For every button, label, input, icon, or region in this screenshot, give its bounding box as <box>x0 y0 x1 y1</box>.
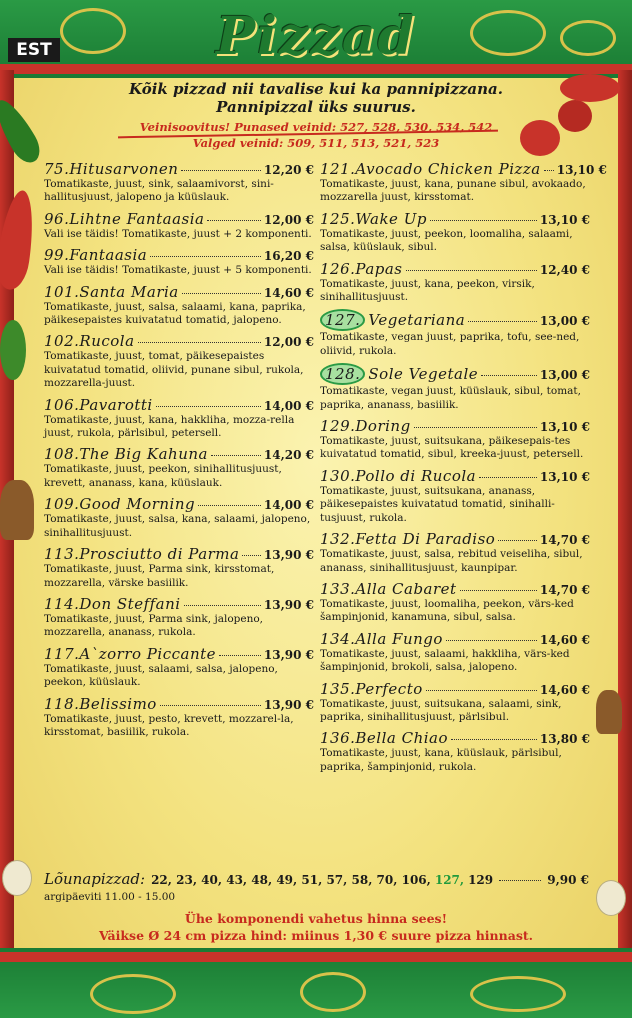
dot-leader <box>207 220 260 221</box>
menu-item-name: 133.Alla Cabaret <box>320 579 457 598</box>
menu-item <box>44 645 314 690</box>
menu-item <box>44 695 314 740</box>
intro-text <box>0 80 632 116</box>
menu-item-name: Sole Vegetale <box>368 365 479 384</box>
dot-leader <box>150 256 261 257</box>
menu-item-price: 14,00 € <box>263 498 314 513</box>
wine-red-recommendation: Veinisoovitus! Punased veinid: 527, 528, 530, 534, 542 <box>139 120 493 134</box>
dot-leader <box>499 880 541 881</box>
menu-item-description: Tomatikaste, juust, peekon, loomaliha, salaami, salsa, küüslauk, sibul. <box>320 227 573 254</box>
menu-item-price: 13,90 € <box>263 597 314 612</box>
menu-item-description: Tomatikaste, juust, suitsukana, ananass, päikesepaistes kuivatatud tomatid, sinihalli-tusjuust, rukola. <box>320 484 555 524</box>
dot-leader <box>498 540 537 541</box>
menu-item <box>320 260 590 305</box>
menu-item-header <box>44 695 314 713</box>
menu-item-price: 13,10 € <box>539 212 590 227</box>
menu-item-name: 118.Belissimo <box>44 694 157 713</box>
menu-item-description: Tomatikaste, juust, Parma sink, jalopeno, mozzarella, ananass, rukola. <box>44 612 264 639</box>
menu-item-description: Tomatikaste, vegan juust, paprika, tofu, see-ned, oliivid, rukola. <box>320 331 580 357</box>
menu-item-header <box>44 495 314 513</box>
menu-item-name: 117.A`zorro Piccante <box>44 644 217 663</box>
menu-item-description: Vali ise täidis! Tomatikaste, juust + 5 komponenti. <box>44 264 312 277</box>
dot-leader <box>468 321 537 322</box>
menu-item-header <box>320 309 590 331</box>
dot-leader <box>451 739 537 740</box>
vegan-item-number: 128. <box>320 363 365 385</box>
menu-item-header <box>44 595 314 613</box>
menu-item-name: 136.Bella Chiao <box>320 729 449 748</box>
menu-item-header <box>44 246 314 264</box>
menu-item-name: 132.Fetta Di Paradiso <box>320 530 496 549</box>
menu-item-header <box>320 530 590 548</box>
menu-item-name: 99.Fantaasia <box>44 246 148 265</box>
menu-item <box>320 309 590 358</box>
dot-leader <box>219 655 261 656</box>
menu-item-header <box>320 680 590 698</box>
menu-item <box>320 729 590 774</box>
menu-item-header <box>44 332 314 350</box>
menu-item <box>320 363 590 412</box>
menu-item-description: Vali ise täidis! Tomatikaste, juust + 2 komponenti. <box>44 227 312 240</box>
menu-item-description: Tomatikaste, juust, Parma sink, kirsstomat, mozzarella, värske basiilik. <box>44 563 275 589</box>
menu-item-description: Tomatikaste, juust, salsa, kana, salaami, jalopeno, sinihallitusjuust. <box>44 513 311 539</box>
menu-item-price: 16,20 € <box>263 249 314 264</box>
menu-item-header <box>320 260 590 278</box>
lunch-number-tail: 129 <box>468 873 494 887</box>
menu-item-header <box>44 210 314 228</box>
menu-item-header <box>44 445 314 463</box>
menu-item-price: 13,00 € <box>539 368 590 383</box>
menu-item <box>320 580 590 625</box>
lunch-number-highlight: 127, <box>434 873 465 887</box>
menu-item-header <box>320 160 607 178</box>
dot-leader <box>481 375 537 376</box>
dot-leader <box>160 705 261 706</box>
menu-item-description: Tomatikaste, juust, pesto, krevett, mozzarel-la, kirsstomat, basiilik, rukola. <box>44 712 294 738</box>
menu-item-description: Tomatikaste, juust, kana, hakkliha, mozza-rella juust, rukola, pärlsibul, petersell. <box>44 413 295 440</box>
menu-item-description: Tomatikaste, juust, kana, peekon, virsik, sinihallitusjuust. <box>320 277 535 304</box>
menu-item-header <box>320 363 590 385</box>
menu-item-description: Tomatikaste, juust, kana, punane sibul, avokaado, mozzarella juust, kirsstomat. <box>320 178 586 204</box>
menu-item <box>320 160 607 205</box>
dot-leader <box>182 293 261 294</box>
menu-item-price: 13,90 € <box>263 548 314 563</box>
menu-item-header <box>44 645 314 663</box>
dot-leader <box>430 220 537 221</box>
menu-item-name: 96.Lihtne Fantaasia <box>44 209 205 228</box>
dot-leader <box>479 477 537 478</box>
menu-item-name: 75.Hitusarvonen <box>44 160 179 178</box>
menu-item <box>320 630 590 675</box>
dot-leader <box>198 505 261 506</box>
intro-line-2: Pannipizzal üks suurus. <box>216 98 416 116</box>
menu-item-price: 14,70 € <box>539 533 590 548</box>
menu-item <box>320 210 590 255</box>
right-menu-column <box>320 160 607 779</box>
menu-item <box>44 495 314 540</box>
menu-item <box>320 680 590 725</box>
menu-item-price: 13,10 € <box>539 420 590 435</box>
menu-item-name: 135.Perfecto <box>320 679 423 698</box>
lunch-time: argipäeviti 11.00 - 15.00 <box>44 891 176 903</box>
dot-leader <box>406 270 537 271</box>
menu-item-header <box>320 210 590 228</box>
mushroom-icon <box>0 480 34 540</box>
menu-item-price: 12,00 € <box>263 212 314 227</box>
menu-item-price: 14,60 € <box>539 682 590 697</box>
dot-leader <box>544 170 554 171</box>
menu-item-description: Tomatikaste, juust, loomaliha, peekon, värs-ked šampinjonid, kanamuna, sibul, salsa. <box>320 597 574 624</box>
menu-item-name: 129.Doring <box>320 417 411 436</box>
menu-item-name: 130.Pollo di Rucola <box>320 466 477 485</box>
menu-item-price: 13,10 € <box>556 163 607 177</box>
dot-leader <box>446 640 537 641</box>
menu-item <box>44 246 314 277</box>
lunch-label: Lõunapizzad: <box>44 870 146 888</box>
menu-item-price: 13,90 € <box>263 647 314 662</box>
page-title: Pizzad <box>216 6 416 67</box>
menu-item-header <box>44 283 314 301</box>
menu-item-name: 125.Wake Up <box>320 209 427 228</box>
basil-icon <box>0 320 26 380</box>
menu-item-description: Tomatikaste, juust, tomat, päikesepaistes kuivatatud tomatid, oliivid, punane sibul, rukola, mozzarella-juust. <box>44 350 304 390</box>
language-badge: EST <box>8 38 60 62</box>
footer-note-2: Väikse Ø 24 cm pizza hind: miinus 1,30 € suure pizza hinnast. <box>99 928 533 943</box>
menu-item <box>44 160 314 205</box>
menu-item-description: Tomatikaste, juust, peekon, sinihallitusjuust, krevett, ananass, kana, küüslauk. <box>44 463 282 489</box>
menu-item-price: 14,00 € <box>263 398 314 413</box>
menu-item-price: 14,20 € <box>263 448 314 463</box>
garlic-icon <box>2 860 32 896</box>
menu-item-description: Tomatikaste, juust, salaami, hakkliha, värs-ked šampinjonid, brokoli, salsa, jalopeno. <box>320 647 570 674</box>
menu-item-description: Tomatikaste, juust, salaami, salsa, jalopeno, peekon, küüslauk. <box>44 662 278 689</box>
intro-line-1: Kõik pizzad nii tavalise kui ka pannipizzana. <box>129 80 503 98</box>
menu-item-description: Tomatikaste, juust, suitsukana, päikesepais-tes kuivatatud tomatid, sibul, kreeka-juust, petersell. <box>320 435 584 461</box>
menu-item-name: 114.Don Steffani <box>44 594 181 613</box>
menu-item <box>44 210 314 241</box>
menu-item <box>44 545 314 590</box>
menu-item-name: 108.The Big Kahuna <box>44 445 208 464</box>
dot-leader <box>138 342 261 343</box>
menu-item-price: 12,40 € <box>539 262 590 277</box>
menu-item-price: 12,20 € <box>263 163 314 177</box>
menu-item <box>320 530 590 575</box>
menu-item <box>320 467 590 525</box>
menu-item-price: 13,90 € <box>263 697 314 712</box>
menu-item-description: Tomatikaste, juust, salsa, rebitud veiseliha, sibul, ananass, sinihallitusjuust, kaunpipar. <box>320 548 583 574</box>
menu-item <box>44 595 314 640</box>
menu-item-header <box>320 417 590 435</box>
menu-item-price: 14,60 € <box>539 632 590 647</box>
wine-white-recommendation: Valged veinid: 509, 511, 513, 521, 523 <box>192 136 440 150</box>
menu-item-price: 13,10 € <box>539 469 590 484</box>
menu-item-price: 14,60 € <box>263 285 314 300</box>
menu-item-price: 14,70 € <box>539 582 590 597</box>
dot-leader <box>460 590 537 591</box>
menu-item <box>44 396 314 441</box>
dot-leader <box>242 555 260 556</box>
lunch-price: 9,90 € <box>547 873 589 887</box>
menu-item-header <box>320 580 590 598</box>
menu-item-description: Tomatikaste, vegan juust, küüslauk, sibul, tomat, paprika, ananass, basiilik. <box>320 385 581 411</box>
dot-leader <box>156 406 261 407</box>
menu-item-description: Tomatikaste, juust, sink, salaamivorst, sini-hallitusjuust, jalopeno ja küüslauk. <box>44 178 274 204</box>
dot-leader <box>211 455 261 456</box>
menu-item <box>320 417 590 462</box>
lunch-numbers: 22, 23, 40, 43, 48, 49, 51, 57, 58, 70, 106, <box>151 873 431 887</box>
lunch-pizzas <box>44 870 589 888</box>
menu-item-name: 121.Avocado Chicken Pizza <box>320 160 541 178</box>
menu-item-name: 134.Alla Fungo <box>320 629 443 648</box>
right-border <box>618 70 632 956</box>
footer-note-1: Ühe komponendi vahetus hinna sees! <box>184 911 448 926</box>
menu-item-header <box>44 396 314 414</box>
menu-item-name: 126.Papas <box>320 259 403 278</box>
menu-item-name: 106.Pavarotti <box>44 395 153 414</box>
mushroom-icon <box>596 690 622 734</box>
menu-item-header <box>320 729 590 747</box>
left-menu-column <box>44 160 314 744</box>
dot-leader <box>181 170 260 171</box>
menu-item-name: 101.Santa Maria <box>44 282 179 301</box>
dot-leader <box>414 427 537 428</box>
dot-leader <box>184 605 261 606</box>
dot-leader <box>426 690 537 691</box>
menu-item-description: Tomatikaste, juust, salsa, salaami, kana, paprika, päikesepaistes kuivatatud tomatid, jalopeno. <box>44 300 306 327</box>
menu-item-description: Tomatikaste, juust, suitsukana, salaami, sink, paprika, sinihallitusjuust, pärlsibul. <box>320 697 562 723</box>
menu-item <box>44 445 314 490</box>
menu-item-description: Tomatikaste, juust, kana, küüslauk, pärlsibul, paprika, šampinjonid, rukola. <box>320 747 562 773</box>
menu-item-price: 13,00 € <box>539 314 590 329</box>
menu-item-header <box>44 160 314 178</box>
vegan-item-number: 127. <box>320 309 365 331</box>
menu-item-name: 102.Rucola <box>44 332 135 351</box>
menu-item-price: 13,80 € <box>539 732 590 747</box>
menu-item-header <box>320 467 590 485</box>
menu-item <box>44 283 314 328</box>
menu-item-header <box>320 630 590 648</box>
menu-item <box>44 332 314 390</box>
menu-item-name: 109.Good Morning <box>44 495 196 514</box>
bottom-border <box>0 948 632 1018</box>
menu-item-header <box>44 545 314 563</box>
menu-item-name: Vegetariana <box>368 311 466 330</box>
menu-item-name: 113.Prosciutto di Parma <box>44 545 240 564</box>
menu-item-price: 12,00 € <box>263 335 314 350</box>
